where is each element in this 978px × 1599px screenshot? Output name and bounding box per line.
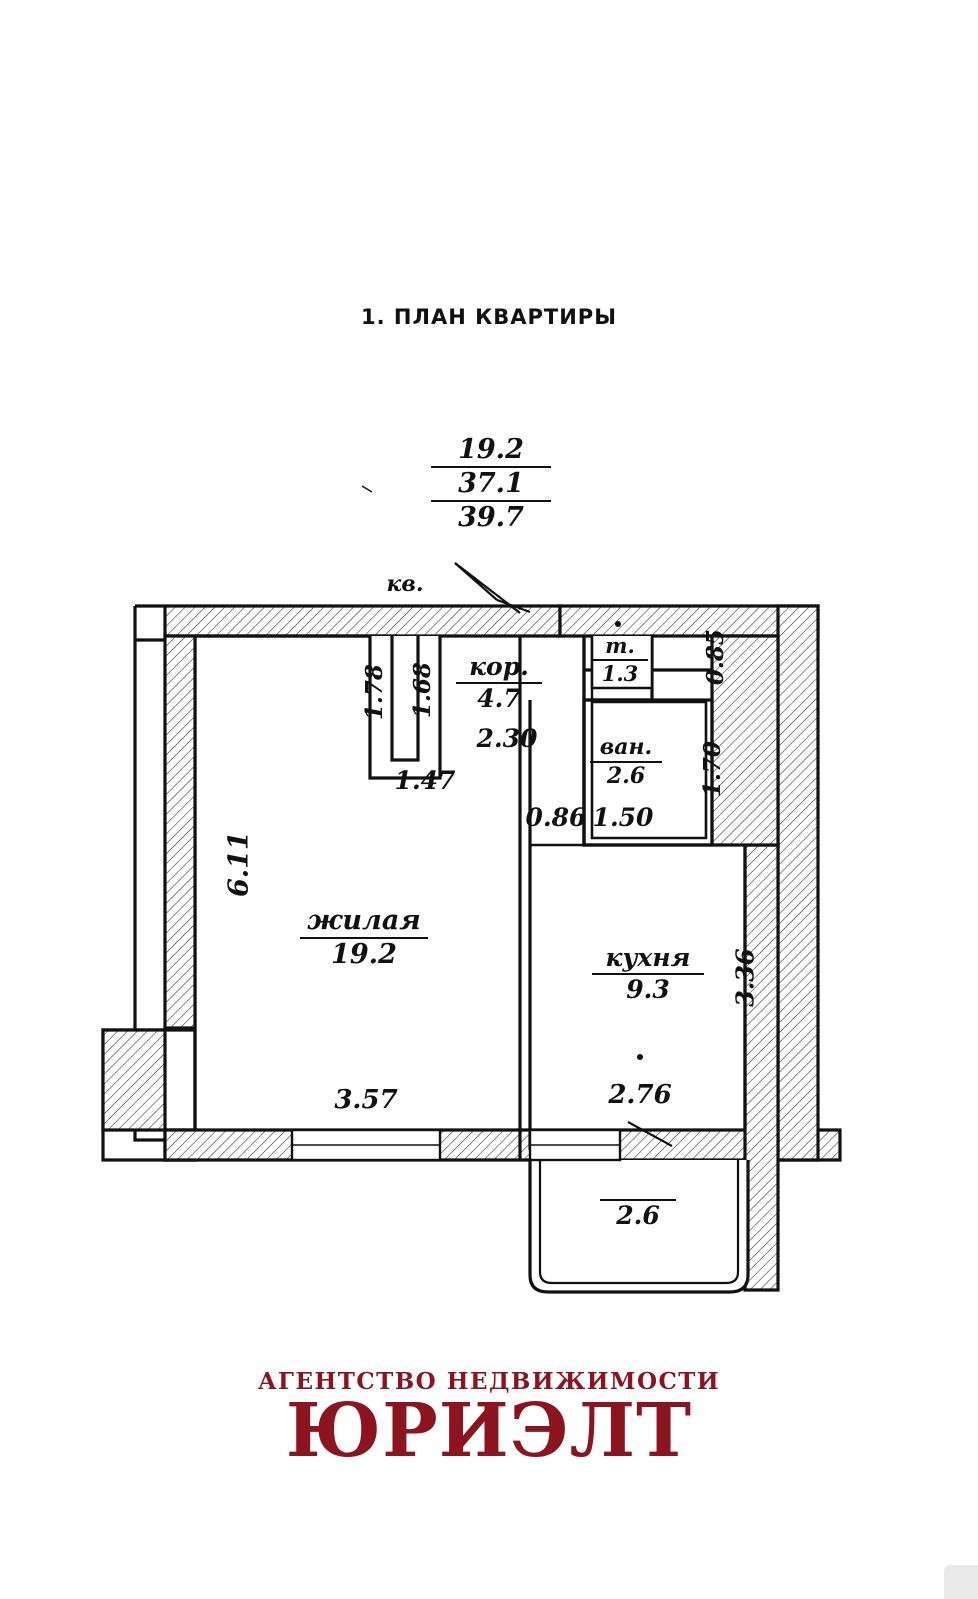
room-toilet-name: т. xyxy=(605,633,635,658)
dimension-kitchen-width: 2.76 xyxy=(608,1080,672,1110)
dimension-toilet-height: 0.85 xyxy=(701,629,729,686)
room-label-closet: кв. xyxy=(386,571,424,597)
dimension-living-width: 3.57 xyxy=(334,1085,398,1115)
area-living-value: 19.2 xyxy=(458,434,524,465)
dimension-bath-height: 1.70 xyxy=(698,741,726,798)
page-title: 1. ПЛАН КВАРТИРЫ xyxy=(361,305,617,329)
corner-marker xyxy=(944,1565,978,1599)
room-living-name: жилая xyxy=(307,905,421,936)
dimension-corridor-width: 2.30 xyxy=(476,724,538,753)
dimension-closet-depth-left: 1.78 xyxy=(360,664,388,721)
dimension-bath-offset: 0.86 xyxy=(525,803,587,832)
room-corridor-name: кор. xyxy=(469,652,529,681)
room-label-corridor xyxy=(456,653,542,713)
room-bathroom-area: 2.6 xyxy=(606,762,646,789)
room-balcony-area: 2.6 xyxy=(616,1201,660,1230)
area-total-value: 37.1 xyxy=(458,468,524,500)
dimension-closet-width: 1.47 xyxy=(394,766,456,795)
area-summary xyxy=(431,435,551,534)
room-label-bathroom xyxy=(590,735,662,788)
dimension-bath-width: 1.50 xyxy=(592,803,654,832)
agency-logo-text: ЮРИЭЛТ xyxy=(285,1388,693,1474)
room-corridor-area: 4.7 xyxy=(477,684,521,713)
area-total-balcony-value: 39.7 xyxy=(458,502,524,534)
agency-name-label: АГЕНТСТВО НЕДВИЖИМОСТИ xyxy=(257,1368,721,1395)
room-living-area: 19.2 xyxy=(331,939,397,971)
room-label-toilet xyxy=(592,634,648,685)
dimension-left-wall: 6.11 xyxy=(223,831,255,898)
room-label-kitchen xyxy=(592,944,704,1004)
room-label-balcony xyxy=(600,1198,676,1230)
room-bathroom-name: ван. xyxy=(599,734,653,760)
room-label-living xyxy=(300,906,428,970)
room-kitchen-area: 9.3 xyxy=(626,975,670,1004)
dimension-right-wall: 3.36 xyxy=(730,948,760,1007)
room-toilet-area: 1.3 xyxy=(601,660,639,686)
room-kitchen-name: кухня xyxy=(605,943,691,972)
dimension-closet-depth-right: 1.68 xyxy=(408,662,436,719)
